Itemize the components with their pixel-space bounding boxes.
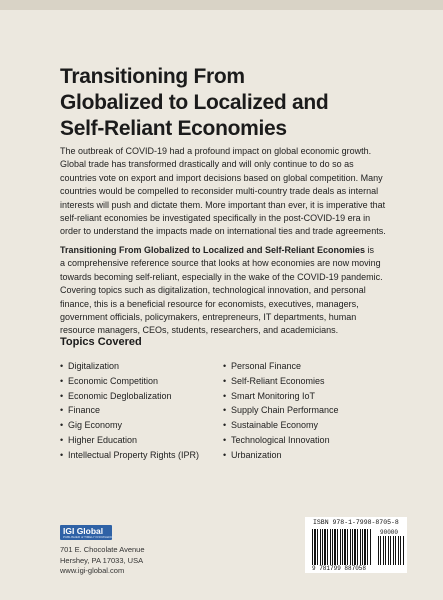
addon-barcode-icon: [378, 536, 404, 565]
bullet: •: [223, 420, 227, 431]
paragraph-line: [60, 244, 390, 257]
topic-label: Economic Competition: [68, 375, 159, 386]
topics-list-left: [60, 359, 199, 463]
topics-heading: Topics Covered: [60, 336, 142, 348]
topic-label: Supply Chain Performance: [231, 405, 339, 416]
paragraph-line: order to understand the impacts made on international ties and trade agreements.: [60, 226, 386, 237]
logo-tagline: PUBLISHER of TIMELY KNOWLEDGE: [63, 535, 116, 539]
barcode-digits: 9 781799 887058: [312, 565, 367, 572]
bullet: •: [223, 449, 227, 460]
paragraph-line: resource managers, CEOs, students, researchers, and academicians.: [60, 325, 339, 336]
topic-item: [223, 403, 339, 418]
topic-label: Digitalization: [68, 361, 120, 371]
bullet: •: [223, 361, 227, 371]
topic-label: Technological Innovation: [231, 434, 330, 445]
topic-label: Economic Deglobalization: [68, 390, 172, 401]
bullet: •: [223, 434, 227, 445]
logo-text: IGI Global: [63, 526, 104, 536]
bullet: •: [223, 375, 227, 386]
topic-label: Intellectual Property Rights (IPR): [68, 449, 200, 460]
topic-item: [223, 418, 339, 433]
paragraph-text: is: [365, 245, 375, 255]
topic-item: [223, 389, 339, 404]
address-line: 701 E. Chocolate Avenue: [60, 545, 145, 554]
bullet: •: [60, 434, 64, 445]
bullet: •: [223, 390, 227, 401]
bullet: •: [223, 405, 227, 416]
paragraph-line: self-reliant economies be investigated specifically in the post-COVID-19 era in: [60, 213, 371, 224]
topic-label: Personal Finance: [231, 361, 302, 371]
paragraph-line: Global trade has transformed drastically and will only continue to do so as: [60, 159, 354, 170]
bullet: •: [60, 361, 64, 371]
top-border: [0, 0, 443, 10]
description-paragraph: [60, 145, 390, 239]
topic-label: Gig Economy: [68, 420, 123, 431]
price-code: 90000: [380, 529, 399, 536]
bullet: •: [60, 405, 64, 416]
topic-item: [223, 374, 339, 389]
address-line: Hershey, PA 17033, USA: [60, 555, 144, 565]
topic-item: [60, 389, 199, 404]
topic-item: [223, 359, 339, 374]
topic-label: Finance: [68, 405, 101, 416]
bullet: •: [60, 449, 64, 460]
topic-label: Smart Monitoring IoT: [231, 390, 316, 401]
title-line: Globalized to Localized and: [60, 91, 329, 114]
topic-item: [60, 403, 199, 418]
topic-item: [60, 433, 199, 448]
paragraph-line: government officials, policymakers, entrepreneurs, IT departments, human: [60, 312, 357, 323]
igi-global-logo: [60, 525, 116, 540]
topics-list-right: [223, 359, 339, 463]
topic-item: [60, 359, 199, 374]
book-title: [60, 64, 400, 142]
topic-item: [60, 418, 199, 433]
paragraph-line: countries vote on export and import decisions based on global competition. Many: [60, 172, 383, 183]
title-line: Self-Reliant Economies: [60, 117, 287, 140]
topic-item: [223, 433, 339, 448]
paragraph-line: finance, this is a beneficial resource for economists, executives, managers,: [60, 298, 359, 309]
topic-label: Self-Reliant Economies: [231, 375, 325, 386]
paragraph-line: The outbreak of COVID-19 had a profound impact on global economic growth.: [60, 146, 372, 156]
topic-item: [60, 374, 199, 389]
summary-paragraph: [60, 244, 390, 338]
paragraph-line: countries would be compelled to reconsider multi-country trade deals as internal: [60, 186, 379, 197]
title-line: Transitioning From: [60, 65, 245, 88]
publisher-website: www.igi-global.com: [60, 566, 125, 575]
publisher-address: [60, 545, 145, 577]
bullet: •: [60, 420, 64, 431]
bullet: •: [60, 390, 64, 401]
isbn-label: ISBN 978-1-7998-8705-8: [313, 519, 399, 526]
topic-label: Urbanization: [231, 449, 282, 460]
barcode-icon: [312, 529, 372, 565]
paragraph-line: Covering topics such as digitalization, technological innovation, and personal: [60, 285, 366, 296]
paragraph-line: interests will push and dictate them. More important than ever, it is imperative that: [60, 199, 386, 210]
topic-item: [60, 448, 199, 463]
book-title-bold: Transitioning From Globalized to Localized and Self-Reliant Economies: [60, 245, 366, 255]
topic-label: Higher Education: [68, 434, 138, 445]
topic-label: Sustainable Economy: [231, 420, 319, 431]
bullet: •: [60, 375, 64, 386]
topic-item: [223, 448, 339, 463]
paragraph-line: a comprehensive reference source that looks at how economies are now moving: [60, 258, 381, 269]
paragraph-line: towards becoming self-reliant, especially in the wake of the COVID-19 pandemic.: [60, 271, 383, 282]
